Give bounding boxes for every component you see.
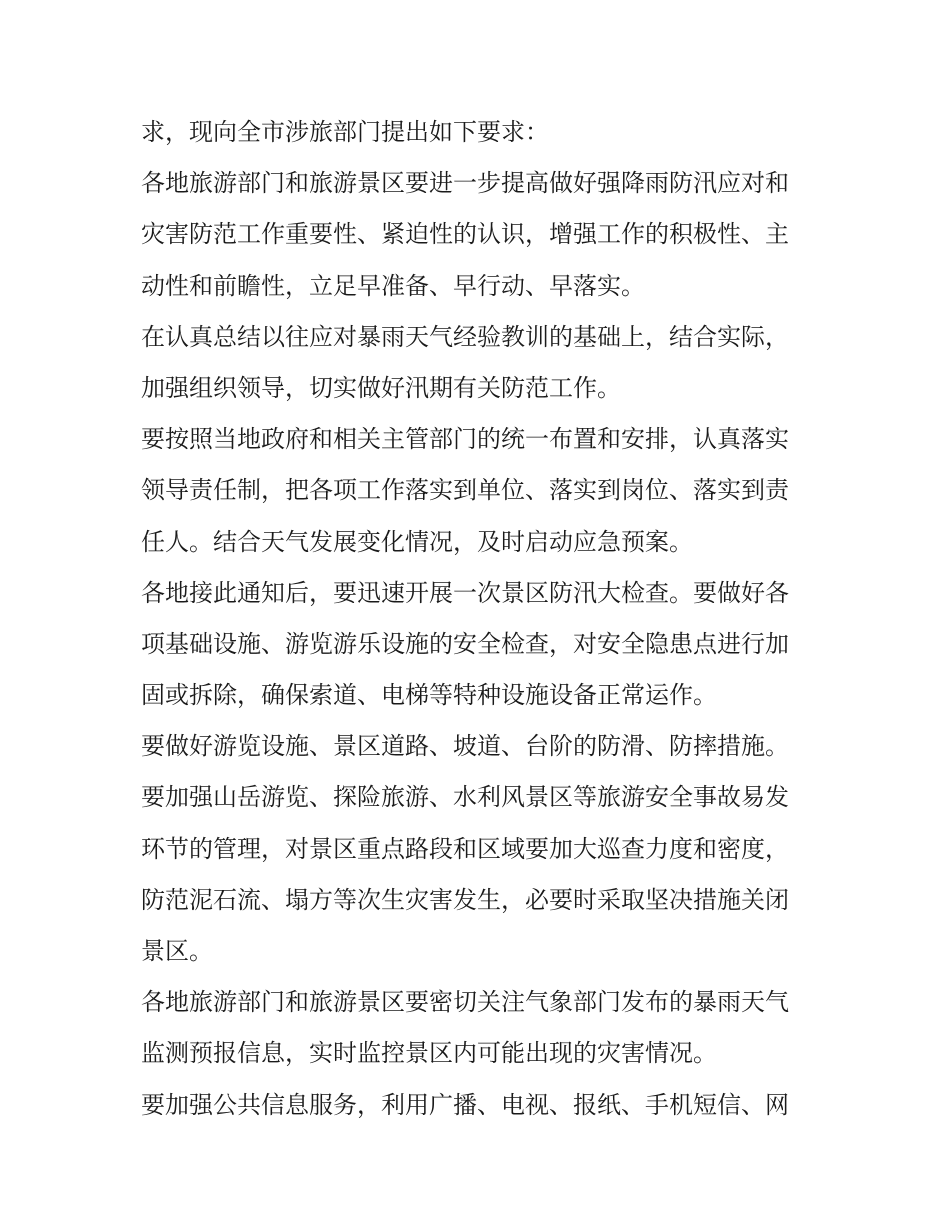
text-line: 要加强山岳游览、探险旅游、水利风景区等旅游安全事故易发 (141, 783, 789, 812)
text-line: 监测预报信息，实时监控景区内可能出现的灾害情况。 (141, 1039, 717, 1068)
text-line: 加强组织领导，切实做好汛期有关防范工作。 (141, 373, 621, 402)
text-line: 要加强公共信息服务，利用广播、电视、报纸、手机短信、网 (141, 1090, 789, 1119)
text-line: 求，现向全市涉旅部门提出如下要求： (141, 118, 549, 146)
text-line: 固或拆除，确保索道、电梯等特种设施设备正常运作。 (141, 681, 717, 710)
text-line: 项基础设施、游览游乐设施的安全检查，对安全隐患点进行加 (141, 629, 789, 658)
text-line: 各地接此通知后，要迅速开展一次景区防汛大检查。要做好各 (141, 578, 789, 607)
text-line: 灾害防范工作重要性、紧迫性的认识，增强工作的积极性、主 (141, 220, 789, 249)
text-line: 景区。 (141, 937, 213, 965)
text-line: 防范泥石流、塌方等次生灾害发生，必要时采取坚决措施关闭 (141, 885, 789, 914)
text-line: 要按照当地政府和相关主管部门的统一布置和安排，认真落实 (141, 425, 789, 454)
document-body (141, 107, 821, 1131)
text-line: 各地旅游部门和旅游景区要密切关注气象部门发布的暴雨天气 (141, 988, 789, 1017)
text-line: 领导责任制，把各项工作落实到单位、落实到岗位、落实到责 (141, 476, 789, 505)
text-line: 动性和前瞻性，立足早准备、早行动、早落实。 (141, 271, 645, 300)
text-line: 环节的管理，对景区重点路段和区域要加大巡查力度和密度， (141, 834, 789, 863)
text-line: 任人。结合天气发展变化情况，及时启动应急预案。 (141, 527, 693, 556)
text-line: 在认真总结以往应对暴雨天气经验教训的基础上，结合实际， (141, 322, 789, 351)
text-line: 各地旅游部门和旅游景区要进一步提高做好强降雨防汛应对和 (141, 169, 789, 198)
text-line: 要做好游览设施、景区道路、坡道、台阶的防滑、防摔措施。 (141, 732, 789, 761)
